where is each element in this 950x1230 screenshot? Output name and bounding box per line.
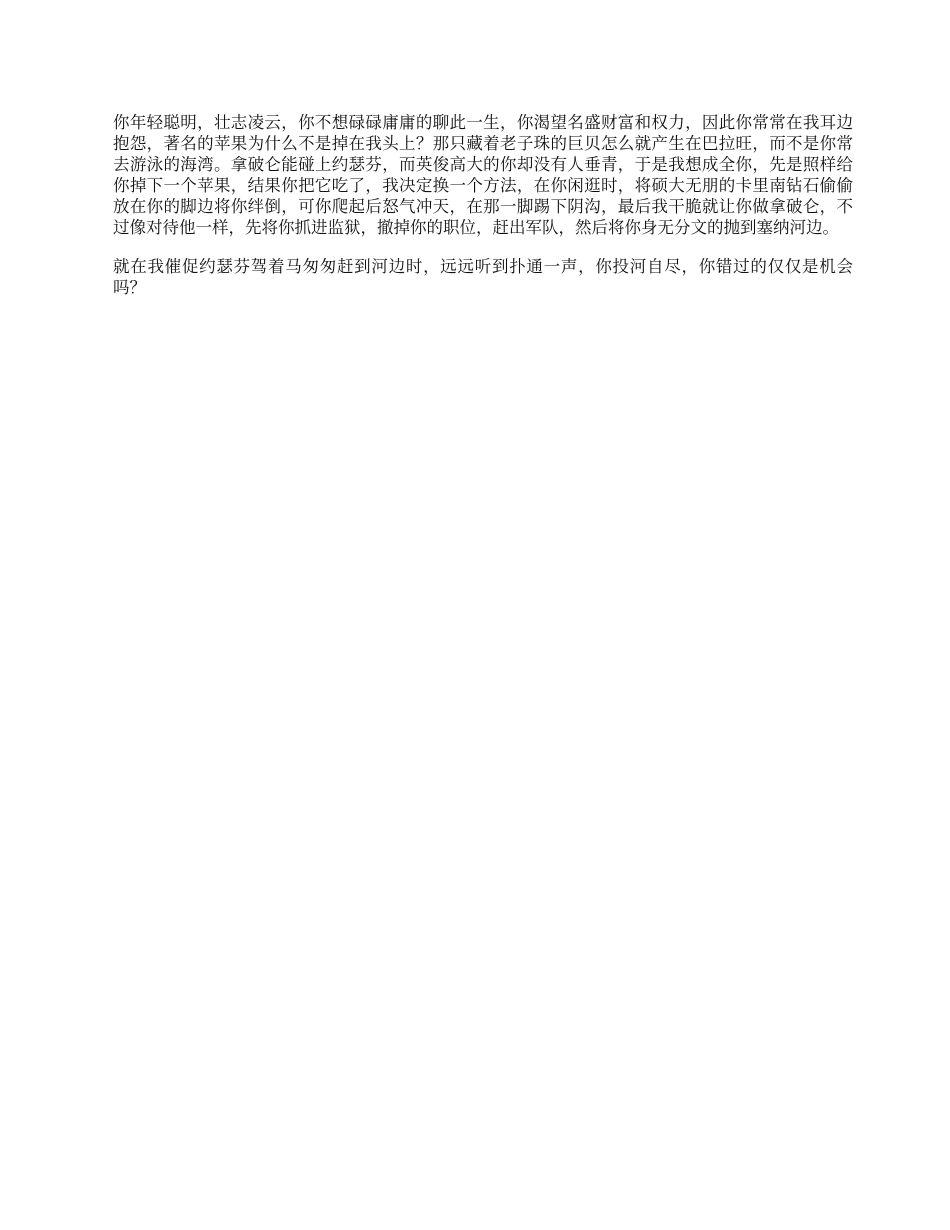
document-body <box>113 112 853 298</box>
paragraph: 你年轻聪明，壮志凌云，你不想碌碌庸庸的聊此一生，你渴望名盛财富和权力，因此你常常在我耳边抱怨，著名的苹果为什么不是掉在我头上？那只藏着老子珠的巨贝怎么就产生在巴拉旺，而不是你常去游泳的海湾。拿破仑能碰上约瑟芬，而英俊高大的你却没有人垂青，于是我想成全你，先是照样给你掉下一个苹果，结果你把它吃了，我决定换一个方法，在你闲逛时，将硕大无朋的卡里南钻石偷偷放在你的脚边将你绊倒，可你爬起后怒气冲天，在那一脚踢下阴沟，最后我干脆就让你做拿破仑，不过像对待他一样，先将你抓进监狱，撤掉你的职位，赶出军队，然后将你身无分文的抛到塞纳河边。 <box>113 113 853 237</box>
paragraph: 就在我催促约瑟芬驾着马匆匆赶到河边时，远远听到扑通一声，你投河自尽，你错过的仅仅是机会吗？ <box>113 257 853 297</box>
